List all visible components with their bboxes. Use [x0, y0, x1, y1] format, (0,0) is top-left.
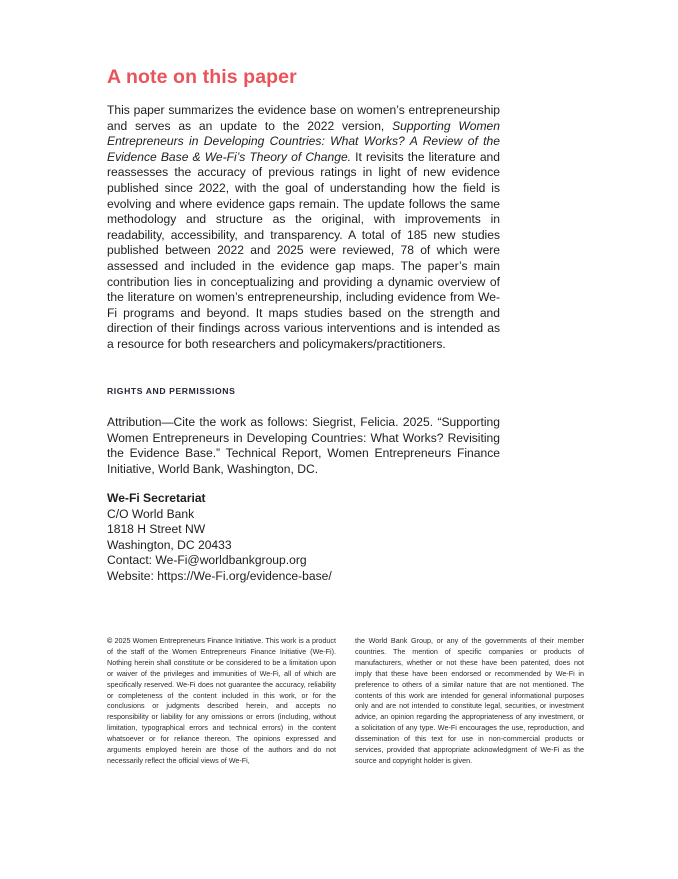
secretariat-name: We-Fi Secretariat [107, 491, 206, 505]
legal-disclaimer-left [107, 636, 336, 767]
attribution-text: Attribution—Cite the work as follows: Siegrist, Felicia. 2025. “Supporting Women Entrepreneurs in Developing Countries: What Works? Revisiting the Evidence Base.” Technical Report, Women Entrepreneurs Finance Initiative, World Bank, Washington, DC. [107, 415, 500, 476]
contact-email[interactable]: Contact: We-Fi@worldbankgroup.org [107, 553, 307, 568]
intro-text-end: It revisits the literature and reassesses the accuracy of previous ratings in light of new evidence published since 2022, with the goal of understanding how the field is evolving and where evidence gaps remain. The update follows the same methodology and structure as the original, with improvements in readability, accessibility, and transparency. A total of 185 new studies published between 2022 and 2025 were reviewed, 78 of which were assessed and included in the evidence gap maps. The paper’s main contribution lies in conceptualizing and providing a dynamic overview of the literature on women’s entrepreneurship, including evidence from We-Fi programs and beyond. It maps studies based on the strength and direction of their findings across various interventions and is intended as a resource for both researchers and policymakers/practitioners. [107, 149, 500, 351]
website-link[interactable]: Website: https://We-Fi.org/evidence-base/ [107, 568, 332, 583]
intro-text-start: This paper summarizes the evidence base on women’s entrepreneurship and serves as an update to the 2022 version, [107, 103, 500, 133]
intro-paragraph [107, 103, 500, 353]
address-line-3: Washington, DC 20433 [107, 537, 232, 552]
legal-text-left: 2025 Women Entrepreneurs Finance Initiative. This work is a product of the staff of the Women Entrepreneurs Finance Initiative (We-Fi). Nothing herein shall constitute or be considered to be a limitation upon or waiver of the privileges and immunities of We-Fi, all of which are specifically reserved. We-Fi does not guarantee the accuracy, reliability or completeness of the content included in this work, or for the conclusions or judgments described herein, and accepts no responsibility or liability for any omissions or errors (including, without limitation, typographical errors and technical errors) in the content whatsoever or for reliance thereon. The opinions expressed and arguments employed herein are those of the authors and do not necessarily reflect the official views of We-Fi, [107, 636, 336, 765]
intro-report-title: Supporting Women Entrepreneurs in Developing Countries: What Works? A Review of the Evidence Base & We-Fi’s Theory of Change. [107, 118, 500, 164]
legal-disclaimer-right: the World Bank Group, or any of the governments of their member countries. The mention of specific companies or products of manufacturers, whether or not these have been patented, does not imply that these have been endorsed or recommended by We-Fi in preference to others of a similar nature that are not mentioned. The contents of this work are intended for general informational purposes only and are not intended to constitute legal, securities, or investment advice, an opinion regarding the appropriateness of any investment, or a solicitation of any type. We-Fi encourages the use, reproduction, and dissemination of this text for use in non-commercial products or services, provided that appropriate acknowledgment of We-Fi as the source and copyright holder is given. [355, 636, 584, 765]
address-line-2: 1818 H Street NW [107, 522, 206, 537]
secretariat-contact-block [107, 491, 507, 585]
address-line-1: C/O World Bank [107, 506, 195, 521]
copyright-icon: © [107, 636, 113, 645]
rights-heading: RIGHTS AND PERMISSIONS [107, 386, 236, 396]
page-title: A note on this paper [107, 66, 297, 88]
